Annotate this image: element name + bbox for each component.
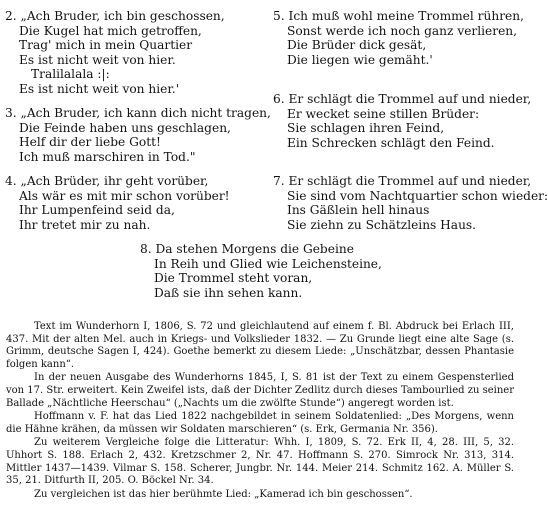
verse-line: Ich muß marschiren in Tod."	[19, 149, 196, 164]
verse-line: Er wecket seine stillen Brüder:	[287, 106, 480, 121]
verse-6	[273, 92, 531, 150]
verse-line: 6. Er schlägt die Trommel auf und nieder,	[273, 92, 532, 106]
verse-7	[273, 174, 548, 232]
verse-line: Es ist nicht weit von hier.'	[19, 81, 180, 96]
verse-line: Ein Schrecken schlägt den Feind.	[287, 135, 495, 150]
verse-line: Sonst werde ich noch ganz verlieren,	[287, 23, 518, 38]
verse-line: 7. Er schlägt die Trommel auf und nieder,	[273, 174, 532, 188]
note-paragraph: Text im Wunderhorn I, 1806, S. 72 und gleichlautend auf einem f. Bl. Abdruck bei Erlach III, 437. Mit der alten Mel. auch in Kriegs- und Volkslieder 1832. — Zu Grunde liegt eine alte Sage (s. Grimm, deutsche Sagen I, 424). Goethe bemerkt zu diesem Liede: „Unschätzbar, dessen Phantasie folgen kann“.	[6, 321, 514, 370]
verse-line: 3. „Ach Bruder, ich kann dich nicht tragen,	[5, 106, 271, 120]
verse-line: Sie sind vom Nachtquartier schon wieder:	[287, 188, 548, 203]
note-paragraph: Hoffmann v. F. hat das Lied 1822 nachgebildet in seinem Soldatenlied: „Des Morgens, wenn die Hähne krähen, da müssen wir Soldaten marschieren“ (s. Erk, Germania Nr. 356).	[6, 411, 514, 435]
verse-line: Sie ziehn zu Schätzleins Haus.	[287, 217, 477, 232]
verse-line: Die Kugel hat mich getroffen,	[19, 23, 202, 38]
commentary-notes	[6, 321, 514, 502]
verse-line: Helf dir der liebe Gott!	[19, 135, 161, 149]
verse-8	[140, 242, 382, 300]
verse-line: Tralilalala :|:	[31, 67, 110, 81]
verse-line: 4. „Ach Brüder, ihr geht vorüber,	[5, 174, 209, 188]
verse-line: Ihr tretet mir zu nah.	[19, 217, 151, 232]
verse-line: Die Feinde haben uns geschlagen,	[19, 120, 231, 135]
verse-line: Ihr Lumpenfeind seid da,	[19, 203, 175, 217]
verse-line: Ins Gäßlein hell hinaus	[287, 203, 430, 217]
verse-line: In Reih und Glied wie Leichensteine,	[154, 256, 382, 271]
note-paragraph: In der neuen Ausgabe des Wunderhorns 1845, I, S. 81 ist der Text zu einem Gespensterlied von 17. Str. erweitert. Kein Zweifel ists, daß der Dichter Zedlitz durch dieses Tambourlied zu seiner Ballade „Nächtliche Heerschau“ („Nachts um die zwölfte Stunde“) angeregt worden ist.	[6, 372, 514, 409]
verse-line: Trag' mich in mein Quartier	[19, 38, 193, 52]
verse-line: Die Trommel steht voran,	[154, 271, 313, 285]
verse-line: 5. Ich muß wohl meine Trommel rühren,	[273, 9, 524, 23]
verse-line: Daß sie ihn sehen kann.	[154, 285, 303, 300]
verse-line: Die liegen wie gemäht.'	[287, 52, 433, 67]
verse-line: Es ist nicht weit von hier.	[19, 52, 176, 67]
verse-line: 8. Da stehen Morgens die Gebeine	[140, 242, 354, 256]
verse-2	[5, 9, 225, 96]
verse-line: Als wär es mit mir schon vorüber!	[19, 188, 230, 203]
verse-line: Die Brüder dick gesät,	[287, 38, 427, 52]
verse-5	[273, 9, 524, 67]
verse-line: Sie schlagen ihren Feind,	[287, 121, 445, 135]
note-paragraph: Zu weiterem Vergleiche folge die Litteratur: Whh. I, 1809, S. 72. Erk II, 4, 28. III, 5, 32. Uhhort S. 188. Erlach 2, 432. Kretzschmer 2, Nr. 47. Hoffmann S. 270. Simrock Nr. 313, 314. Mittler 1437—1439. Vilmar S. 158. Scherer, Jungbr. Nr. 144. Meier 214. Schmitz 162. A. Müller S. 35, 21. Ditfurth II, 205. O. Böckel Nr. 34.	[6, 437, 514, 487]
verse-line: 2. „Ach Bruder, ich bin geschossen,	[5, 9, 225, 23]
note-paragraph: Zu vergleichen ist das hier berühmte Lied: „Kamerad ich bin geschossen“.	[34, 488, 413, 500]
verse-3	[5, 106, 271, 164]
verse-4	[5, 174, 230, 232]
